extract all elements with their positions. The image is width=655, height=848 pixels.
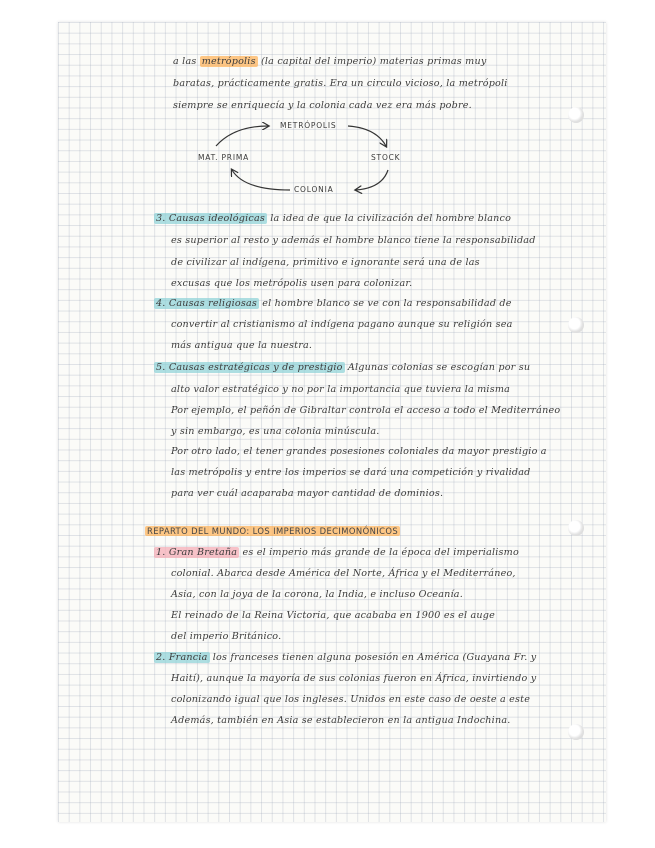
section-1-line-4: El reinado de la Reina Victoria, que acababa en 1900 es el auge bbox=[171, 610, 496, 621]
section-1-heading bbox=[154, 547, 239, 558]
section-1-line-5: del imperio Británico. bbox=[171, 631, 282, 642]
item-3-line-4: excusas que los metrópolis usen para colonizar. bbox=[171, 278, 413, 289]
item-3-line-3: de civilizar al indígena, primitivo e ignorante será una de las bbox=[171, 257, 480, 268]
diagram-label-stock: STOCK bbox=[371, 153, 401, 162]
item-4-heading bbox=[154, 298, 259, 309]
item-5-line-4: y sin embargo, es una colonia minúscula. bbox=[171, 426, 380, 437]
item-number: 2. bbox=[156, 652, 166, 663]
item-text: el hombre blanco se ve con la responsabilidad de bbox=[262, 298, 512, 309]
item-4-line-1 bbox=[154, 298, 512, 309]
item-3-line-1 bbox=[154, 213, 511, 224]
arrow-stock-to-colonia bbox=[356, 170, 388, 190]
intro-text: a las bbox=[173, 56, 197, 67]
section-2-line-3: colonizando igual que los ingleses. Unidos en este caso de oeste a este bbox=[171, 694, 531, 705]
intro-line-3: siempre se enriquecía y la colonia cada vez era más pobre. bbox=[173, 100, 472, 111]
diagram-label-colonia: COLONIA bbox=[294, 185, 334, 194]
item-number: 4. bbox=[156, 298, 166, 309]
section-1-line-3: Asia, con la joya de la corona, la India, e incluso Oceanía. bbox=[171, 589, 463, 600]
item-5-line-6: las metrópolis y entre los imperios se dará una competición y rivalidad bbox=[171, 467, 531, 478]
item-text: los franceses tienen alguna posesión en América (Guayana Fr. y bbox=[212, 652, 537, 663]
item-4-line-2: convertir al cristianismo al indígena pagano aunque su religión sea bbox=[171, 319, 513, 330]
section-heading bbox=[145, 526, 400, 536]
section-2-line-4: Además, también en Asia se establecieron en la antigua Indochina. bbox=[171, 715, 511, 726]
section-2-heading bbox=[154, 652, 210, 663]
item-5-line-3: Por ejemplo, el peñón de Gibraltar controla el acceso a todo el Mediterráneo bbox=[171, 405, 561, 416]
section-1-line-2: colonial. Abarca desde América del Norte, África y el Mediterráneo, bbox=[171, 568, 516, 579]
section-1-line-1 bbox=[154, 547, 519, 558]
section-2-line-2: Haití), aunque la mayoría de sus colonias fueron en África, invirtiendo y bbox=[171, 673, 537, 684]
diagram-label-metropolis: METRÓPOLIS bbox=[280, 121, 337, 130]
item-text: es el imperio más grande de la época del imperialismo bbox=[242, 547, 519, 558]
arrow-matprima-to-metropolis bbox=[216, 126, 268, 146]
item-3-line-2: es superior al resto y además el hombre blanco tiene la responsabilidad bbox=[171, 235, 536, 246]
section-2-line-1 bbox=[154, 652, 536, 663]
item-title: Gran Bretaña bbox=[168, 547, 238, 558]
item-4-line-3: más antigua que la nuestra. bbox=[171, 340, 313, 351]
item-title: Causas ideológicas bbox=[168, 213, 266, 224]
item-3-heading bbox=[154, 213, 267, 224]
highlight-metropolis: metrópolis bbox=[201, 56, 256, 67]
item-number: 5. bbox=[156, 362, 166, 373]
notebook-page bbox=[58, 22, 606, 822]
item-5-line-7: para ver cuál acaparaba mayor cantidad de dominios. bbox=[171, 488, 444, 499]
diagram-label-mat-prima: MAT. PRIMA bbox=[198, 153, 250, 162]
item-5-line-1 bbox=[154, 362, 530, 373]
item-number: 1. bbox=[156, 547, 166, 558]
item-text: la idea de que la civilización del hombre blanco bbox=[270, 213, 512, 224]
section-heading-text: REPARTO DEL MUNDO: LOS IMPERIOS DECIMONÓNICOS bbox=[147, 526, 399, 536]
arrow-colonia-to-matprima bbox=[232, 170, 290, 190]
item-number: 3. bbox=[156, 213, 166, 224]
intro-text: (la capital del imperio) materias primas muy bbox=[260, 56, 487, 67]
item-5-line-5: Por otro lado, el tener grandes posesiones coloniales da mayor prestigio a bbox=[171, 446, 547, 457]
item-title: Causas religiosas bbox=[168, 298, 258, 309]
item-text: Algunas colonias se escogían por su bbox=[347, 362, 531, 373]
arrow-metropolis-to-stock bbox=[348, 126, 386, 146]
item-title: Francia bbox=[168, 652, 208, 663]
intro-line-2: baratas, prácticamente gratis. Era un circulo vicioso, la metrópoli bbox=[173, 78, 508, 89]
item-5-line-2: alto valor estratégico y no por la importancia que tuviera la misma bbox=[171, 384, 511, 395]
item-5-heading bbox=[154, 362, 345, 373]
item-title: Causas estratégicas y de prestigio bbox=[168, 362, 343, 373]
